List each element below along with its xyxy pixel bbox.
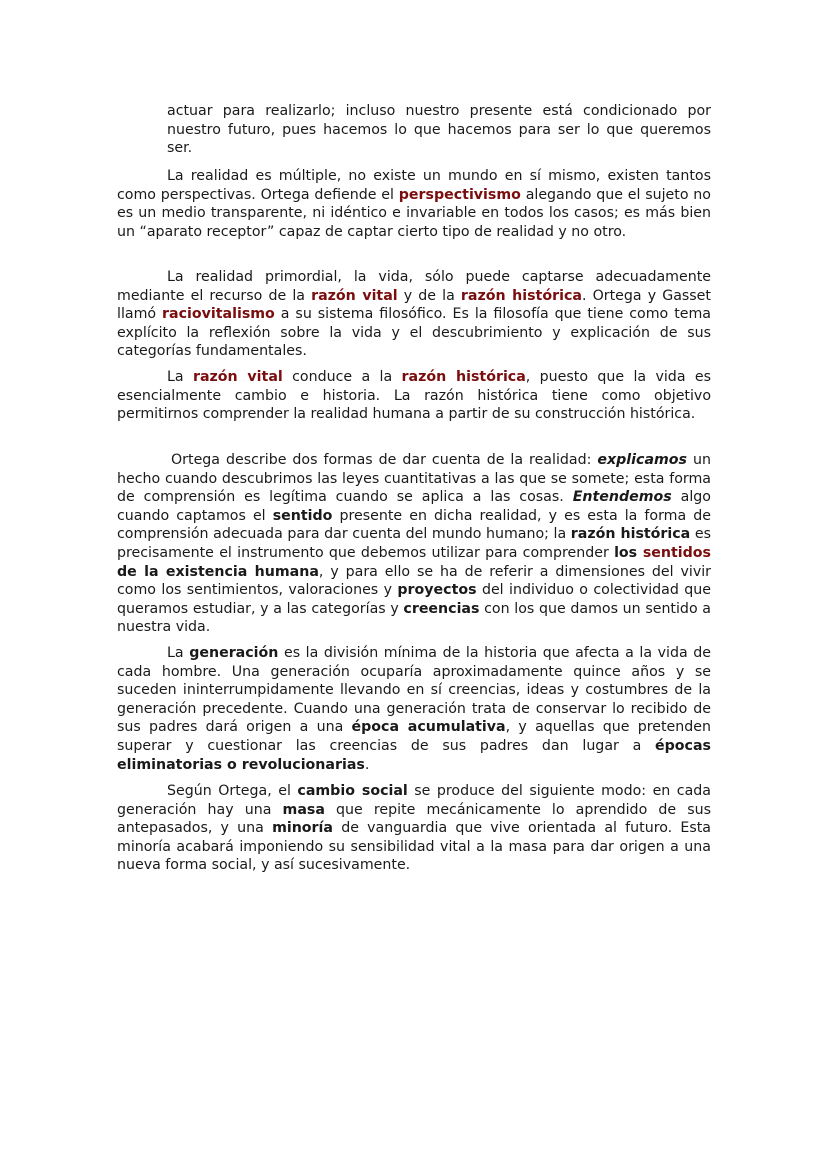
- text-run: , y para ello se ha de referir a dimensiones del vivir como los sentimientos, valoraciones y: [117, 563, 711, 599]
- text-run: se produce del siguiente modo: en cada generación hay una: [117, 783, 711, 818]
- paragraph-text: actuar para realizarlo; incluso nuestro presente está condicionado por nuestro futuro, pues hacemos lo que hacemos para ser lo que queremos ser.: [167, 103, 711, 157]
- term-razon-historica: razón histórica: [401, 369, 526, 385]
- term-explicamos: explicamos: [597, 452, 687, 468]
- term-epocas-eliminatorias: épocas eliminatorias o revolucionarias: [117, 737, 711, 773]
- text-run: Según Ortega, el: [167, 783, 298, 799]
- text-run: que repite mecánicamente lo aprendido de sus antepasados, y una: [117, 801, 712, 837]
- text-run: presente en dicha realidad, y es esta la forma de comprensión adecuada para dar cuenta del mundo humano; la: [117, 507, 712, 543]
- text-run: es precisamente el instrumento que debemos utilizar para comprender: [117, 526, 711, 561]
- paragraph-razon-vital: [117, 268, 711, 361]
- text-run: conduce a la: [282, 369, 402, 385]
- term-perspectivismo: perspectivismo: [398, 186, 521, 203]
- text-run: alegando que el sujeto no es un medio transparente, ni idéntico e invariable en todos los casos; es más bien un “aparato receptor” capaz de captar cierto tipo de realidad y no otro.: [117, 186, 711, 240]
- text-run: y de la: [397, 287, 461, 304]
- text-run: del individuo o colectividad que queramos estudiar, y a las categorías y: [117, 582, 711, 617]
- term-creencias: creencias: [403, 600, 480, 617]
- term-razon-vital: razón vital: [311, 287, 398, 304]
- text-run: de vanguardia que vive orientada al futuro. Esta minoría acabará imponiendo su sensibilidad vital a la masa para dar origen a una nueva forma social, y así sucesivamente.: [117, 820, 711, 874]
- term-generacion: generación: [189, 645, 279, 661]
- text-run: un hecho cuando descubrimos las leyes cuantitativas a las que se somete; esta forma de comprensión es legítima cuando se aplica a las cosas.: [117, 452, 711, 506]
- text-run: La realidad primordial, la vida, sólo puede captarse adecuadamente mediante el recurso de la: [117, 269, 711, 304]
- term-proyectos: proyectos: [397, 582, 477, 599]
- text-run: a su sistema filosófico. Es la filosofía que tiene como tema explícito la reflexión sobre la vida y el descubrimiento y explicación de sus categorías fundamentales.: [117, 306, 711, 360]
- paragraph-razon-historica: [117, 368, 711, 424]
- text-run: algo cuando captamos el: [117, 489, 711, 524]
- paragraph-continuation: [167, 102, 711, 158]
- term-raciovitalismo: raciovitalismo: [162, 306, 275, 323]
- text-run: , puesto que la vida es esencialmente cambio e historia. La razón histórica tiene como objetivo permitirnos comprender la realidad humana a partir de su construcción histórica.: [117, 369, 711, 423]
- term-existencia-humana: de la existencia humana: [117, 563, 319, 580]
- term-sentidos: sentidos: [642, 544, 711, 561]
- text-run: con los que damos un sentido a nuestra vida.: [117, 600, 711, 636]
- text-run: La realidad es múltiple, no existe un mundo en sí mismo, existen tantos como perspectivas. Ortega defiende el: [117, 168, 711, 203]
- paragraph-cambio-social: [117, 782, 711, 875]
- text-run: , y aquellas que pretenden superar y cuestionar las creencias de sus padres dan lugar a: [117, 719, 711, 754]
- text-run: . Ortega y Gasset llamó: [117, 287, 711, 323]
- term-sentido: sentido: [272, 507, 333, 524]
- paragraph-explicar-entender: [117, 451, 711, 637]
- text-run: La: [167, 645, 190, 661]
- term-entendemos: Entendemos: [572, 489, 672, 506]
- term-minoria: minoría: [272, 820, 333, 837]
- text-run: .: [364, 756, 370, 773]
- term-razon-historica: razón histórica: [570, 526, 691, 543]
- term-los: los: [614, 544, 643, 561]
- term-masa: masa: [282, 801, 325, 818]
- paragraph-generacion: [117, 644, 711, 774]
- term-epoca-acumulativa: época acumulativa: [351, 719, 506, 736]
- paragraph-perspectivismo: [117, 167, 711, 241]
- term-cambio-social: cambio social: [297, 783, 408, 799]
- term-razon-historica: razón histórica: [460, 287, 582, 304]
- text-run: Ortega describe dos formas de dar cuenta de la realidad:: [171, 452, 598, 468]
- term-razon-vital: razón vital: [192, 369, 283, 385]
- text-run: es la división mínima de la historia que afecta a la vida de cada hombre. Una generación ocuparía aproximadamente quince años y se suceden ininterrumpidamente llevando en sí creencias, ideas y costumbres de la generación precedente. Cuando una generación trata de conservar lo recibido de sus padres dará origen a una: [117, 645, 711, 736]
- text-run: La: [167, 369, 193, 385]
